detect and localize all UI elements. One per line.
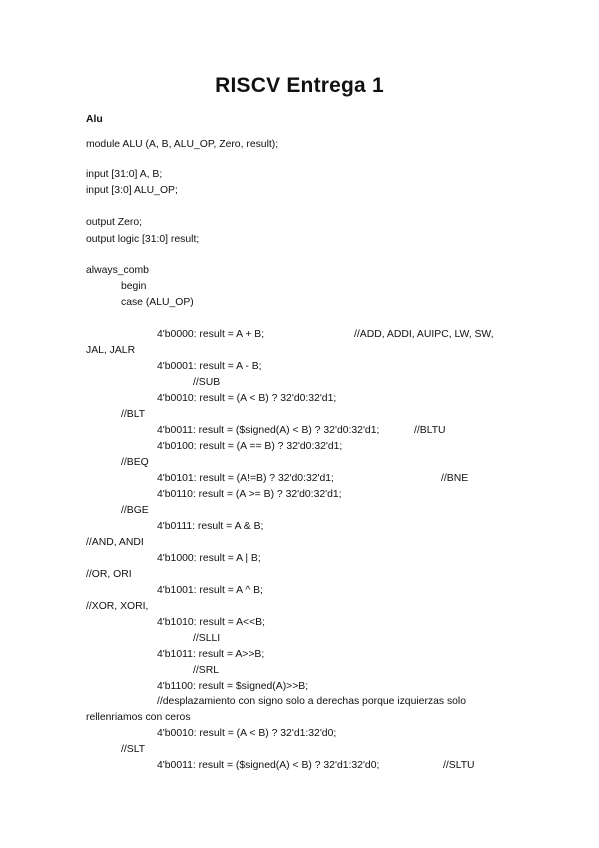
code-line-op-1100: 4'b1100: result = $signed(A)>>B; bbox=[157, 681, 309, 692]
code-comment-bne: //BNE bbox=[441, 473, 469, 484]
code-comment-jal: JAL, JALR bbox=[86, 345, 136, 356]
code-line-always-comb: always_comb bbox=[86, 265, 149, 276]
code-line-op-1001: 4'b1001: result = A ^ B; bbox=[157, 585, 263, 596]
section-heading: Alu bbox=[86, 114, 103, 125]
code-line-op-0000: 4'b0000: result = A + B; bbox=[157, 329, 265, 340]
code-comment-add: //ADD, ADDI, AUIPC, LW, SW, bbox=[354, 329, 494, 340]
code-line-case: case (ALU_OP) bbox=[121, 297, 194, 308]
code-line-begin: begin bbox=[121, 281, 147, 292]
code-line-op-0100: 4'b0100: result = (A == B) ? 32'd0:32'd1; bbox=[157, 441, 343, 452]
code-comment-and: //AND, ANDI bbox=[86, 537, 144, 548]
code-comment-bge: //BGE bbox=[121, 505, 149, 516]
code-line-op-0010-slt: 4'b0010: result = (A < B) ? 32'd1:32'd0; bbox=[157, 728, 337, 739]
code-line-output-result: output logic [31:0] result; bbox=[86, 234, 200, 245]
code-comment-or: //OR, ORI bbox=[86, 569, 132, 580]
code-line-op-0110: 4'b0110: result = (A >= B) ? 32'd0:32'd1; bbox=[157, 489, 342, 500]
code-comment-shift-note: //desplazamiento con signo solo a derechas porque izquierzas solo bbox=[157, 696, 467, 707]
code-comment-slli: //SLLI bbox=[193, 633, 221, 644]
code-line-output-zero: output Zero; bbox=[86, 217, 143, 228]
code-line-module: module ALU (A, B, ALU_OP, Zero, result); bbox=[86, 139, 279, 150]
document-title: RISCV Entrega 1 bbox=[215, 74, 384, 97]
code-line-op-0011-sltu: 4'b0011: result = ($signed(A) < B) ? 32'd1:32'd0; bbox=[157, 760, 380, 771]
code-line-op-1010: 4'b1010: result = A<<B; bbox=[157, 617, 265, 628]
code-line-input-ab: input [31:0] A, B; bbox=[86, 169, 163, 180]
code-line-op-0001: 4'b0001: result = A - B; bbox=[157, 361, 262, 372]
code-comment-srl: //SRL bbox=[193, 665, 219, 676]
code-line-input-aluop: input [3:0] ALU_OP; bbox=[86, 185, 178, 196]
code-comment-bltu: //BLTU bbox=[414, 425, 446, 436]
code-comment-sltu: //SLTU bbox=[443, 760, 475, 771]
code-comment-sub: //SUB bbox=[193, 377, 221, 388]
code-comment-slt: //SLT bbox=[121, 744, 146, 755]
code-line-op-1000: 4'b1000: result = A | B; bbox=[157, 553, 261, 564]
code-comment-xor: //XOR, XORI, bbox=[86, 601, 149, 612]
code-comment-shift-note-cont: rellenriamos con ceros bbox=[86, 712, 191, 723]
code-line-op-0011: 4'b0011: result = ($signed(A) < B) ? 32'd0:32'd1; bbox=[157, 425, 380, 436]
code-line-op-1011: 4'b1011: result = A>>B; bbox=[157, 649, 265, 660]
code-comment-blt: //BLT bbox=[121, 409, 146, 420]
code-line-op-0101: 4'b0101: result = (A!=B) ? 32'd0:32'd1; bbox=[157, 473, 334, 484]
code-line-op-0111: 4'b0111: result = A & B; bbox=[157, 521, 264, 532]
code-comment-beq: //BEQ bbox=[121, 457, 149, 468]
code-line-op-0010: 4'b0010: result = (A < B) ? 32'd0:32'd1; bbox=[157, 393, 337, 404]
